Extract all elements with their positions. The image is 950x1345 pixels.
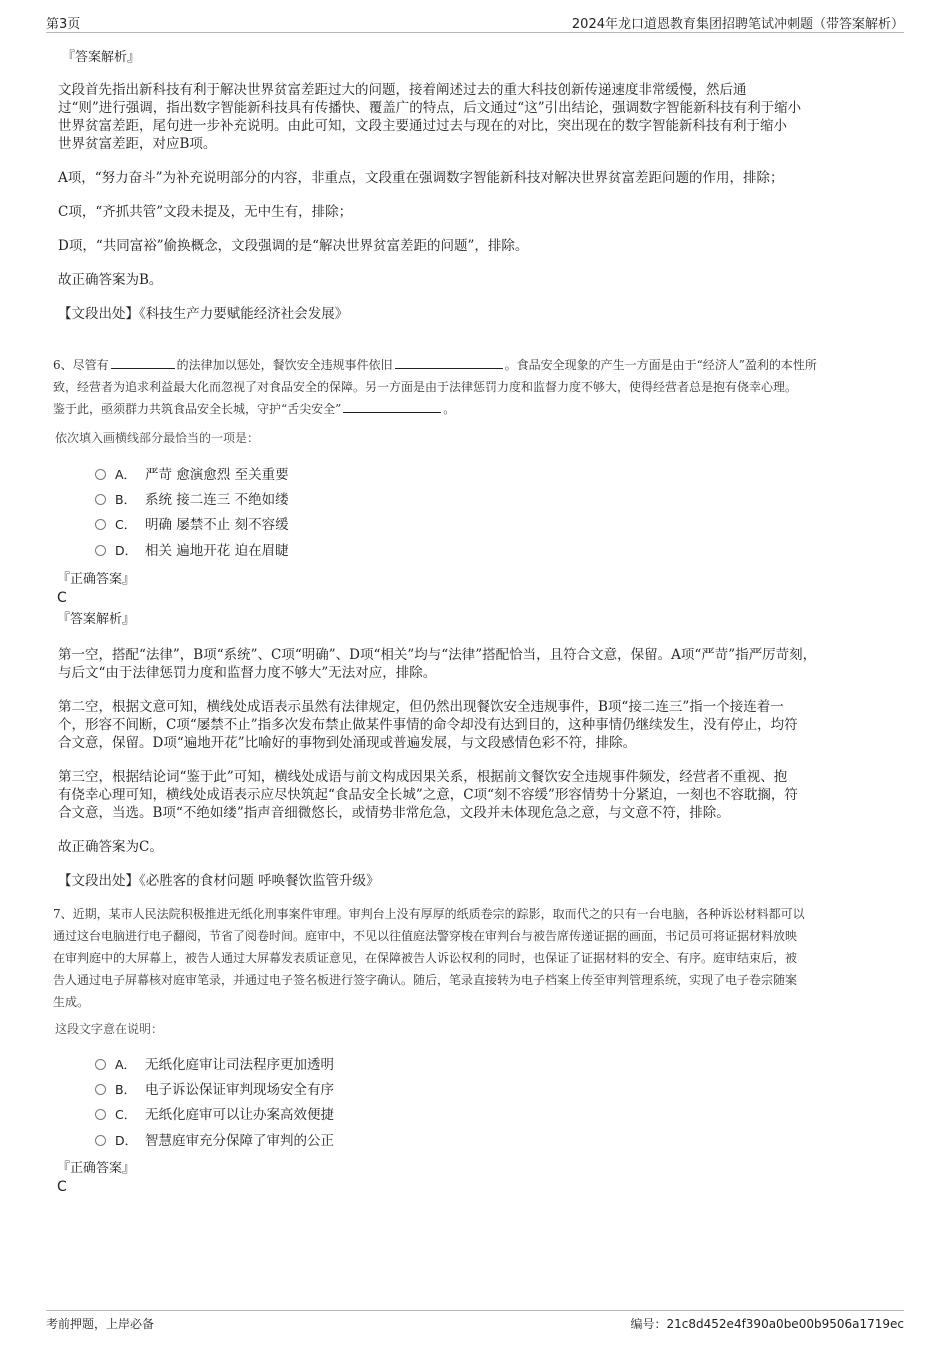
q6-analysis-para-3 (58, 768, 903, 822)
option-text: 无纸化庭审可以让办案高效便捷 (145, 1107, 334, 1123)
q7-option-a[interactable] (95, 1055, 334, 1075)
q6-stem-line (53, 354, 903, 376)
q7-option-c[interactable] (95, 1105, 334, 1125)
option-text: 严苛 愈演愈烈 至关重要 (145, 467, 289, 483)
text-line: 与后文“由于法律惩罚力度和监督力度不够大”无法对应，排除。 (58, 665, 437, 681)
q5-analysis-para-3: C项，“齐抓共管”文段未提及，无中生有，排除； (58, 204, 353, 220)
q6-analysis-para-1 (58, 646, 903, 682)
radio-icon[interactable] (95, 545, 106, 556)
option-letter: B． (115, 492, 137, 507)
q6-conclusion: 故正确答案为C。 (58, 839, 163, 855)
text-line: 世界贫富差距，尾句进一步补充说明。由此可知，文段主要通过过去与现在的对比，突出现在的数字智能新科技有利于缩小 (58, 118, 787, 134)
page-footer (46, 1310, 904, 1337)
q7-answer: C (57, 1179, 67, 1195)
q7-stem (53, 903, 903, 1013)
q6-text: 6、尽管有 (53, 358, 109, 372)
page-header (46, 12, 904, 33)
q7-answer-label: 『正确答案』 (57, 1161, 136, 1176)
q5-analysis-label: 『答案解析』 (62, 50, 141, 65)
q7-stem-line: 生成。 (53, 995, 90, 1009)
q7-option-b[interactable] (95, 1080, 334, 1100)
text-line: 合文意，保留。D项“遍地开花”比喻好的事物到处涌现或普遍发展，与文段感情色彩不符，排除。 (58, 735, 637, 751)
option-text: 相关 遍地开花 迫在眉睫 (145, 543, 289, 559)
q5-source: 【文段出处】《科技生产力要赋能经济社会发展》 (58, 306, 349, 322)
q6-answer-label: 『正确答案』 (57, 572, 136, 587)
q6-stem-line: 致，经营者为追求利益最大化而忽视了对食品安全的保障。另一方面是由于法律惩罚力度和监督力度不够大，使得经营者总是抱有侥幸心理。 (53, 380, 798, 394)
q6-blank-3 (343, 400, 441, 413)
q6-prompt: 依次填入画横线部分最恰当的一项是： (55, 431, 260, 445)
q7-option-d[interactable] (95, 1131, 334, 1151)
option-letter: B． (115, 1082, 137, 1097)
radio-icon[interactable] (95, 519, 106, 530)
radio-icon[interactable] (95, 1109, 106, 1120)
text-line: 过“则”进行强调，指出数字智能新科技具有传播快、覆盖广的特点，后文通过“这”引出结论，强调数字智能新科技有利于缩小 (58, 100, 802, 116)
option-letter: C． (115, 1107, 137, 1122)
option-letter: D． (115, 1133, 138, 1148)
footer-slogan: 考前押题，上岸必备 (46, 1317, 155, 1331)
q6-blank-2 (395, 356, 503, 369)
text-line: 个，形容不间断，C项“屡禁不止”指多次发布禁止做某件事情的命令却没有达到目的，这种事情仍继续发生，没有停止，均符 (58, 717, 798, 733)
radio-icon[interactable] (95, 494, 106, 505)
q6-analysis-para-2 (58, 698, 903, 752)
page-number: 第3页 (46, 17, 81, 32)
option-text: 无纸化庭审让司法程序更加透明 (145, 1057, 334, 1073)
text-line: 有侥幸心理可知，横线处成语表示应尽快筑起“食品安全长城”之意，C项“刻不容缓”形容情势十分紧迫，一刻也不容耽搁，符 (58, 787, 798, 803)
document-title: 2024年龙口道恩教育集团招聘笔试冲刺题（带答案解析） (571, 17, 904, 32)
option-letter: A． (115, 467, 137, 482)
q6-blank-1 (111, 356, 175, 369)
q6-analysis-label: 『答案解析』 (57, 612, 136, 627)
q6-text: 。食品安全现象的产生一方面是由于“经济人”盈利的本性所 (504, 358, 817, 372)
text-line: 合文意，当选。B项“不绝如缕”指声音细微悠长，或情势非常危急，文段并未体现危急之意，与文意不符，排除。 (58, 805, 730, 821)
q6-option-b[interactable] (95, 490, 289, 510)
q7-stem-line: 7、近期，某市人民法院积极推进无纸化刑事案件审理。审判台上没有厚厚的纸质卷宗的踪影，取而代之的只有一台电脑，各种诉讼材料都可以 (53, 907, 805, 921)
q6-text: 的法律加以惩处，餐饮安全违规事件依旧 (176, 358, 393, 372)
option-text: 明确 屡禁不止 刻不容缓 (145, 517, 289, 533)
q6-answer: C (57, 590, 67, 606)
q6-stem-line (53, 398, 903, 420)
text-line: 世界贫富差距，对应B项。 (58, 136, 217, 152)
q5-analysis-para-2: A项，“努力奋斗”为补充说明部分的内容，非重点，文段重在强调数字智能新科技对解决世界贫富差距问题的作用，排除； (58, 170, 784, 186)
q7-stem-line: 在审判庭中的大屏幕上，被告人通过大屏幕发表质证意见，在保障被告人诉讼权利的同时，也保证了证据材料的安全、有序。庭审结束后，被 (53, 951, 798, 965)
text-line: 第三空，根据结论词“鉴于此”可知，横线处成语与前文构成因果关系，根据前文餐饮安全违规事件频发，经营者不重视、抱 (58, 769, 788, 785)
q6-option-d[interactable] (95, 541, 289, 561)
q6-option-c[interactable] (95, 515, 289, 535)
q5-analysis-para-1 (58, 81, 898, 153)
radio-icon[interactable] (95, 1059, 106, 1070)
q5-conclusion: 故正确答案为B。 (58, 272, 163, 288)
radio-icon[interactable] (95, 1135, 106, 1146)
q7-prompt: 这段文字意在说明： (55, 1022, 164, 1036)
q6-text: 鉴于此，亟须群力共筑食品安全长城，守护“舌尖安全” (53, 402, 342, 416)
q7-stem-line: 通过这台电脑进行电子翻阅，节省了阅卷时间。庭审中，不见以往值庭法警穿梭在审判台与被告席传递证据的画面，书记员可将证据材料放映 (53, 929, 798, 943)
document-id: 编号：21c8d452e4f390a0be00b9506a1719ec (630, 1317, 904, 1331)
text-line: 文段首先指出新科技有利于解决世界贫富差距过大的问题，接着阐述过去的重大科技创新传递速度非常缓慢，然后通 (58, 82, 747, 98)
q7-stem-line: 告人通过电子屏幕核对庭审笔录，并通过电子签名板进行签字确认。随后，笔录直接转为电子档案上传至审判管理系统，实现了电子卷宗随案 (53, 973, 798, 987)
text-line: 第一空，搭配“法律”，B项“系统”、C项“明确”、D项“相关”均与“法律”搭配恰当，且符合文意，保留。A项“严苛”指严厉苛刻， (58, 647, 817, 663)
q6-text: 。 (443, 402, 456, 416)
radio-icon[interactable] (95, 1084, 106, 1095)
radio-icon[interactable] (95, 469, 106, 480)
q6-source: 【文段出处】《必胜客的食材问题 呼唤餐饮监管升级》 (58, 873, 380, 889)
option-text: 系统 接二连三 不绝如缕 (145, 492, 289, 508)
text-line: 第二空，根据文意可知，横线处成语表示虽然有法律规定，但仍然出现餐饮安全违规事件，B项“接二连三”指一个接连着一 (58, 699, 784, 715)
option-letter: C． (115, 517, 137, 532)
option-text: 智慧庭审充分保障了审判的公正 (145, 1133, 334, 1149)
option-text: 电子诉讼保证审判现场安全有序 (145, 1082, 334, 1098)
q6-option-a[interactable] (95, 465, 289, 485)
q5-analysis-para-4: D项，“共同富裕”偷换概念，文段强调的是“解决世界贫富差距的问题”，排除。 (58, 238, 529, 254)
q6-stem (53, 354, 903, 420)
option-letter: A． (115, 1057, 137, 1072)
option-letter: D． (115, 543, 138, 558)
